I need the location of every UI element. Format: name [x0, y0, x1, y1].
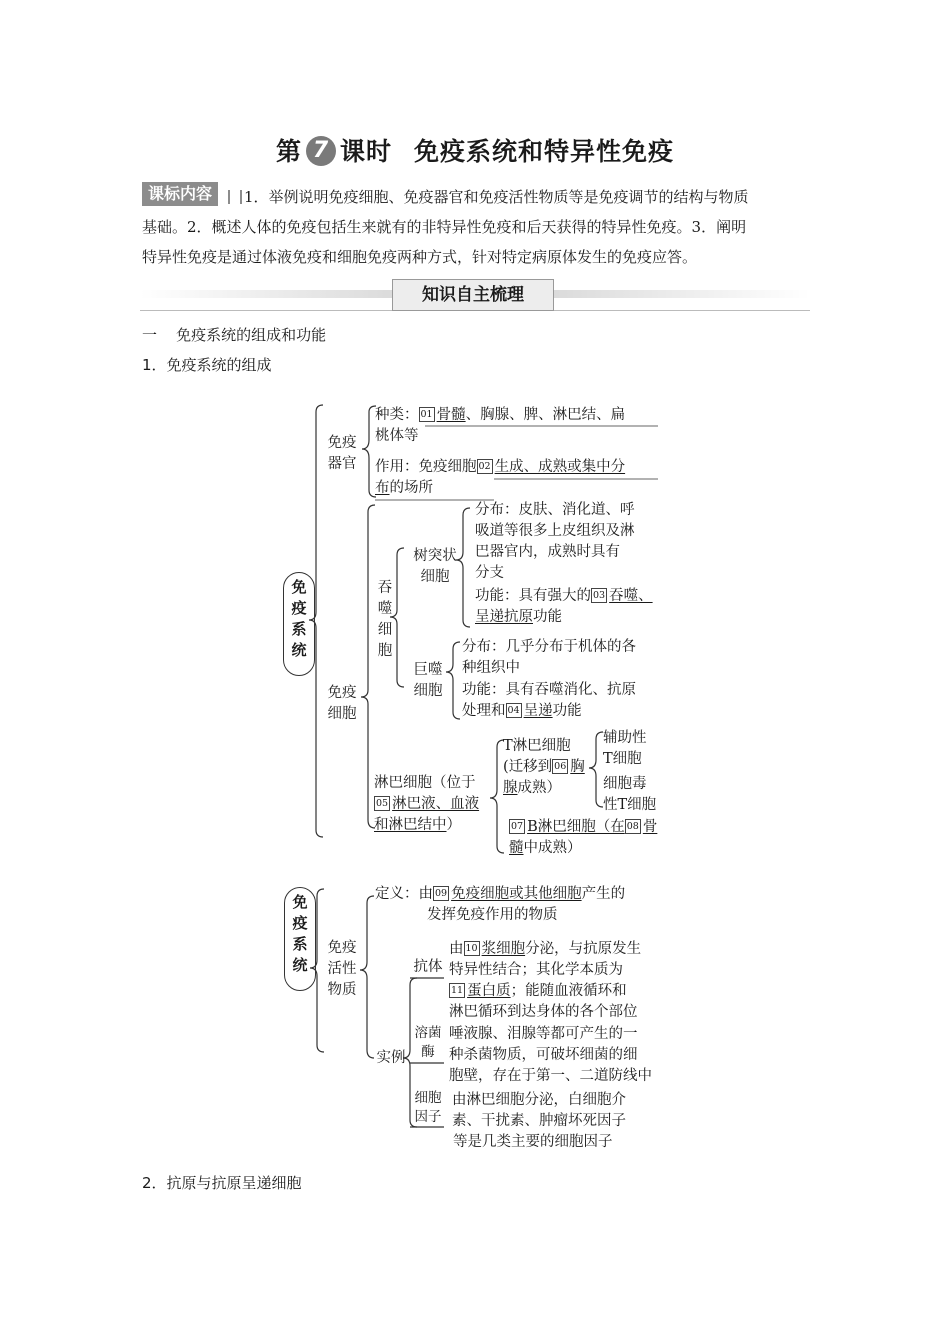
lymphocyte-block: [374, 773, 479, 836]
antibody-text: [449, 939, 641, 1023]
organ-types-prefix: 种类：: [375, 407, 419, 423]
cell-label: [324, 683, 360, 725]
lysozyme-label: [412, 1024, 444, 1062]
antibody-label: 抗体: [413, 959, 443, 975]
lysozyme-line: 种杀菌物质，可破坏细菌的细: [449, 1047, 638, 1063]
lymphocyte-post: ）: [446, 817, 461, 833]
helper-t-line: 辅助性: [603, 730, 647, 746]
phagocyte-char: 吞: [377, 580, 393, 596]
dendritic-dist-line: 吸道等很多上皮组织及淋: [475, 523, 635, 539]
phagocyte-label: [374, 578, 396, 662]
t-lymphocyte-post: 成熟）: [517, 780, 561, 796]
helper-t-line: T细胞: [603, 751, 642, 767]
root-char: 系: [291, 620, 307, 638]
title-topic: 免疫系统和特异性免疫: [414, 137, 675, 166]
cytotoxic-t-line: 性T细胞: [603, 797, 657, 813]
answer-fill: 免疫细胞或其他细胞: [451, 886, 582, 902]
organ-label-line: 器官: [327, 456, 357, 472]
macrophage-label-line: 巨噬: [413, 662, 443, 678]
t-lymphocyte-label: T淋巴细胞: [503, 738, 571, 754]
blank-number: 08: [626, 821, 639, 832]
blank-number: 01: [420, 409, 433, 420]
title-suffix: 课时: [339, 137, 392, 166]
subheading-2: 2．抗原与抗原呈递细胞: [142, 1174, 302, 1192]
macrophage-func-prefix: 处理和: [462, 703, 506, 719]
dendritic-func-rest: 功能: [533, 609, 562, 625]
organ-types: [375, 405, 625, 426]
cytokine-line: 等是几类主要的细胞因子: [453, 1134, 613, 1150]
lesson-number-badge: 7: [306, 136, 336, 166]
answer-fill: 吞噬、: [609, 588, 653, 604]
standards-line-2: 基础。2．概述人体的免疫包括生来就有的非特异性免疫和后天获得的特异性免疫。3．阐明: [142, 218, 747, 236]
organ-function-line2: [375, 478, 433, 499]
phagocyte-char: 噬: [377, 601, 393, 617]
macrophage-dist-line: 种组织中: [462, 660, 520, 676]
definition-rest: 产生的: [581, 886, 626, 902]
antibody-prefix: 由: [449, 941, 464, 957]
definition: [375, 884, 625, 926]
root-char: 免: [291, 578, 307, 596]
answer-fill: 生成、成熟或集中分: [494, 459, 626, 475]
active-substance-label: [324, 938, 360, 1001]
cell-label-line: 细胞: [327, 706, 357, 722]
antibody-line2: 特异性结合；其化学本质为: [449, 962, 623, 978]
cytokine-label-line: 因子: [414, 1109, 442, 1125]
answer-fill: 呈递抗原: [475, 609, 533, 625]
root-char: 统: [291, 641, 307, 659]
root-char: 系: [292, 935, 308, 953]
antibody-rest2: ；能随血液循环和: [510, 983, 627, 999]
dendritic-dist-line: 分支: [475, 565, 504, 581]
answer-fill: 布: [375, 480, 390, 496]
cytokine-text: [452, 1090, 626, 1153]
definition-line2: 发挥免疫作用的物质: [427, 907, 558, 923]
organ-label-line: 免疫: [327, 435, 357, 451]
answer-fill: 髓: [509, 840, 524, 856]
organ-function-rest: 的场所: [389, 480, 433, 496]
blank-number: 04: [507, 705, 520, 716]
cytokine-line: 由淋巴细胞分泌，白细胞介: [452, 1092, 626, 1108]
macrophage-function: [462, 680, 636, 722]
immune-system-root: [283, 572, 315, 676]
macrophage-func-line: 功能：具有吞噬消化、抗原: [462, 682, 636, 698]
standards-tag: 课标内容: [142, 182, 218, 206]
answer-fill: 和淋巴结中: [374, 817, 447, 833]
organ-function: [375, 457, 625, 478]
answer-fill: 呈递: [523, 703, 553, 719]
active-label-line: 免疫: [327, 940, 357, 956]
answer-fill: 骨髓: [436, 407, 466, 423]
blank-number: 03: [593, 590, 606, 601]
phagocyte-char: 细: [377, 622, 393, 638]
subheading-1: 1．免疫系统的组成: [142, 356, 272, 374]
section-banner: 知识自主梳理: [392, 279, 554, 311]
macrophage-label: [406, 660, 450, 702]
antibody-line4: 淋巴循环到达身体的各个部位: [449, 1004, 638, 1020]
cytotoxic-t-line: 细胞毒: [603, 776, 647, 792]
root-char: 疫: [291, 599, 307, 617]
standards-line-1: 1．举例说明免疫细胞、免疫器官和免疫活性物质等是免疫调节的结构与物质: [244, 188, 749, 206]
dendritic-label-line: 细胞: [420, 569, 450, 585]
active-label-line: 活性: [327, 961, 357, 977]
lysozyme-label-line: 溶菌: [414, 1025, 442, 1041]
cytotoxic-t-cell: [603, 774, 656, 816]
root-char: 疫: [292, 914, 308, 932]
blank-number: 10: [465, 943, 478, 954]
cytokine-label-line: 细胞: [414, 1090, 442, 1106]
blank-number: 06: [554, 761, 567, 772]
organ-types-line2: 桃体等: [375, 428, 419, 444]
t-lymphocyte-prefix: (迁移到: [503, 759, 553, 775]
dendritic-dist-line: 分布：皮肤、消化道、呼: [475, 502, 635, 518]
blank-number: 02: [478, 461, 491, 472]
lysozyme-text: [449, 1024, 652, 1087]
definition-prefix: 定义：由: [375, 886, 433, 902]
blank-number: 07: [511, 821, 524, 832]
section-title: 免疫系统的组成和功能: [176, 326, 327, 344]
organ-label: [324, 433, 360, 475]
macrophage-dist-line: 分布：几乎分布于机体的各: [462, 639, 636, 655]
t-lymphocyte-block: [503, 736, 585, 799]
blank-number: 09: [435, 888, 448, 899]
macrophage-func-rest: 功能: [552, 703, 582, 719]
active-label-line: 物质: [327, 982, 357, 998]
root-char: 免: [292, 893, 308, 911]
dendritic-function: [475, 586, 653, 628]
b-lymphocyte-block: [509, 817, 657, 859]
macrophage-distribution: [462, 637, 636, 679]
lysozyme-line: 胞壁，存在于第一、二道防线中: [449, 1068, 652, 1084]
answer-fill: 淋巴液、血液: [392, 796, 480, 812]
dendritic-distribution: [475, 500, 635, 584]
standards-line-3: 特异性免疫是通过体液免疫和细胞免疫两种方式，针对特定病原体发生的免疫应答。: [142, 248, 698, 266]
organ-types-rest: 、胸腺、脾、淋巴结、扁: [465, 407, 626, 423]
dendritic-dist-line: 巴器官内，成熟时具有: [475, 544, 620, 560]
blank-number: 05: [376, 798, 389, 809]
b-lymphocyte-post: 中成熟）: [523, 840, 582, 856]
answer-fill: 骨: [642, 819, 658, 835]
antibody-rest: 分泌，与抗原发生: [525, 941, 642, 957]
organ-function-prefix: 作用：免疫细胞: [375, 459, 477, 475]
examples-label: 实例: [376, 1050, 406, 1066]
title-prefix: 第: [275, 137, 302, 166]
lymphocyte-prefix: 淋巴细胞（位于: [374, 775, 476, 791]
lysozyme-label-line: 酶: [421, 1044, 435, 1060]
lysozyme-line: 唾液腺、泪腺等都可产生的一: [449, 1026, 638, 1042]
cytokine-line: 素、干扰素、肿瘤坏死因子: [452, 1113, 626, 1129]
dendritic-label-line: 树突状: [413, 548, 457, 564]
answer-fill: 腺: [503, 780, 518, 796]
answer-fill: 蛋白质: [467, 983, 511, 999]
dendritic-cell-label: [406, 546, 464, 588]
cell-label-line: 免疫: [327, 685, 357, 701]
dendritic-func-prefix: 功能：具有强大的: [475, 588, 591, 604]
macrophage-label-line: 细胞: [413, 683, 443, 699]
answer-fill: 胸: [570, 759, 585, 775]
root-char: 统: [292, 956, 308, 974]
blank-number: 11: [451, 985, 464, 996]
answer-fill: B淋巴细胞（在: [527, 819, 625, 835]
section-marker: 一: [142, 326, 158, 344]
cytokine-label: [412, 1089, 444, 1127]
phagocyte-char: 胞: [377, 643, 393, 659]
answer-fill: 浆细胞: [481, 941, 526, 957]
immune-system-root-2: [284, 887, 316, 991]
helper-t-cell: [603, 728, 647, 770]
